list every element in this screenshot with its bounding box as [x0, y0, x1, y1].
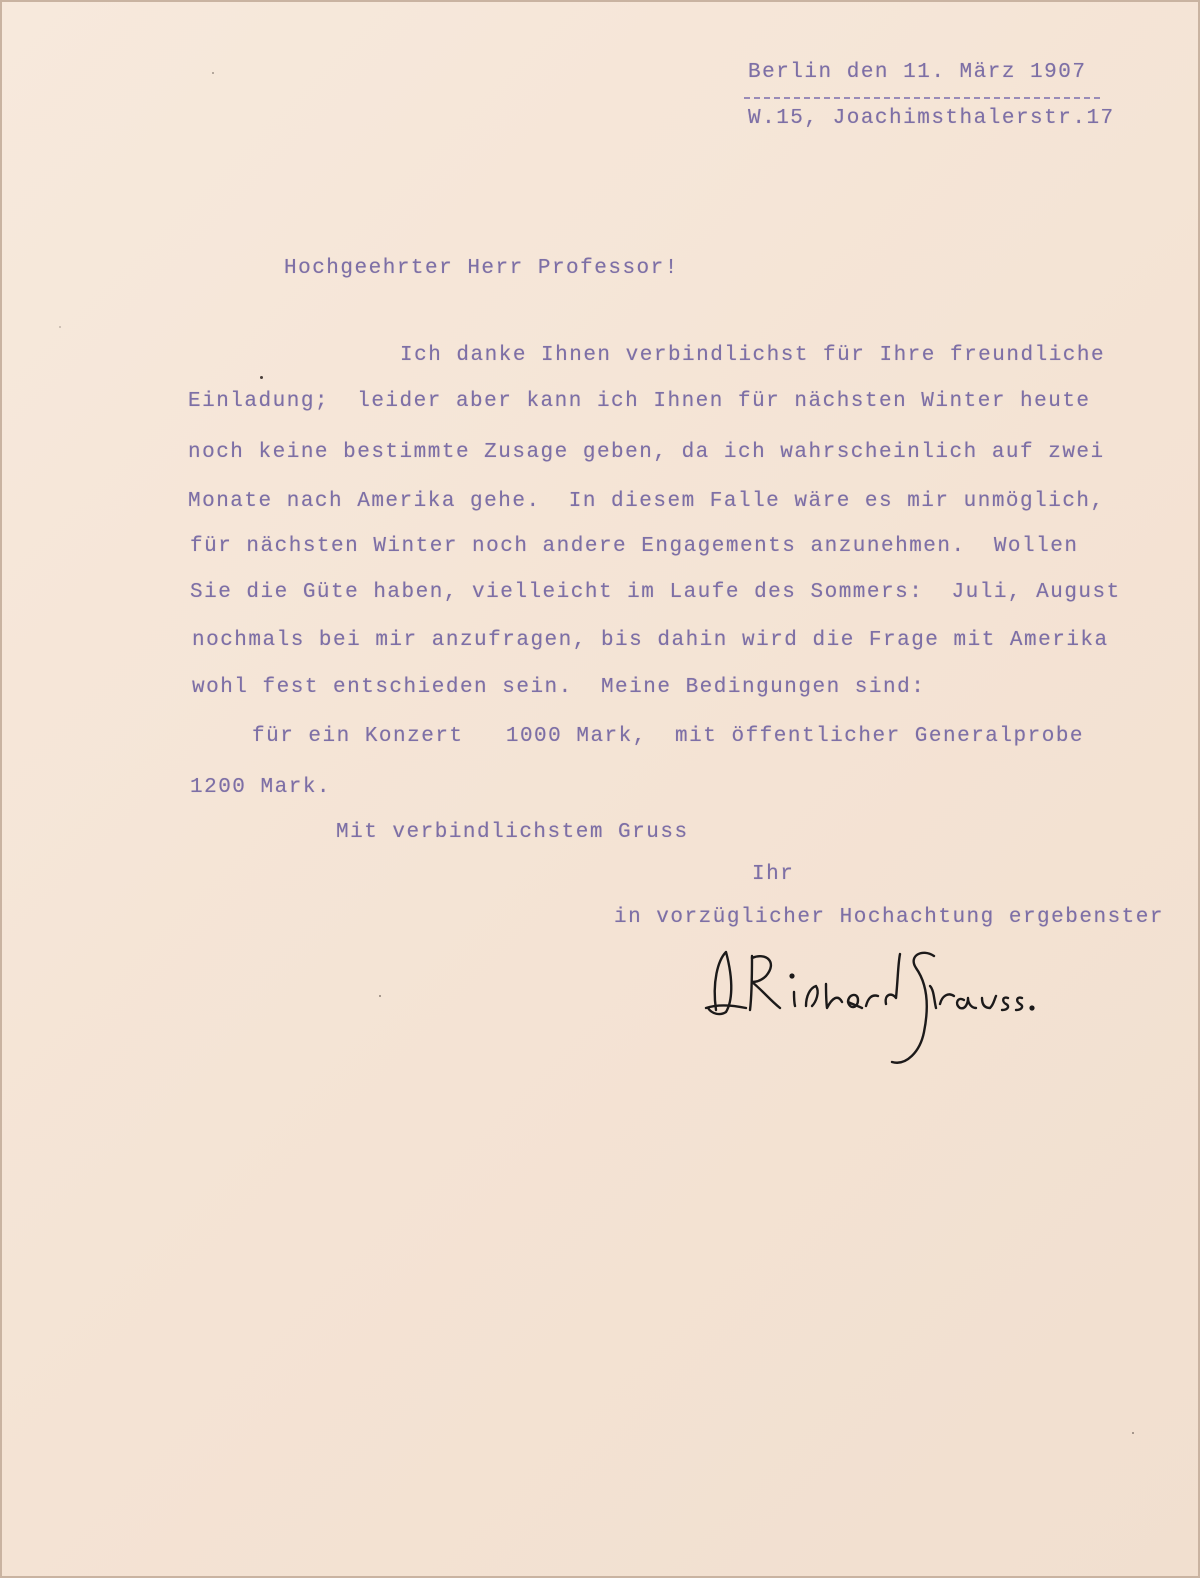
paper-speck	[1132, 1432, 1134, 1434]
closing-regards: in vorzüglicher Hochachtung ergebenster	[614, 906, 1164, 929]
salutation: Hochgeehrter Herr Professor!	[284, 257, 679, 280]
dashed-rule	[744, 97, 1100, 99]
paper-speck	[59, 326, 61, 328]
paper-speck	[260, 376, 263, 379]
body-line: für nächsten Winter noch andere Engagements anzunehmen. Wollen	[190, 535, 1079, 558]
body-line: für ein Konzert 1000 Mark, mit öffentlicher Generalprobe	[252, 725, 1085, 748]
body-line: noch keine bestimmte Zusage geben, da ich wahrscheinlich auf zwei	[188, 441, 1105, 464]
body-line: Monate nach Amerika gehe. In diesem Falle wäre es mir unmöglich,	[188, 490, 1105, 513]
body-line: Sie die Güte haben, vielleicht im Laufe des Sommers: Juli, August	[190, 581, 1121, 604]
body-line: Einladung; leider aber kann ich Ihnen für nächsten Winter heute	[188, 390, 1091, 413]
paper-speck	[379, 995, 381, 997]
signature	[702, 942, 1042, 1072]
date-line: Berlin den 11. März 1907	[748, 61, 1087, 84]
body-line: Ich danke Ihnen verbindlichst für Ihre freundliche	[400, 344, 1106, 367]
body-line: nochmals bei mir anzufragen, bis dahin wird die Frage mit Amerika	[192, 629, 1109, 652]
closing-ihr: Ihr	[752, 863, 795, 886]
address-line: W.15, Joachimsthalerstr.17	[748, 107, 1115, 130]
closing: Mit verbindlichstem Gruss	[336, 821, 689, 844]
body-line: wohl fest entschieden sein. Meine Bedingungen sind:	[192, 676, 926, 699]
paper-speck	[212, 72, 214, 74]
body-line: 1200 Mark.	[190, 776, 332, 799]
